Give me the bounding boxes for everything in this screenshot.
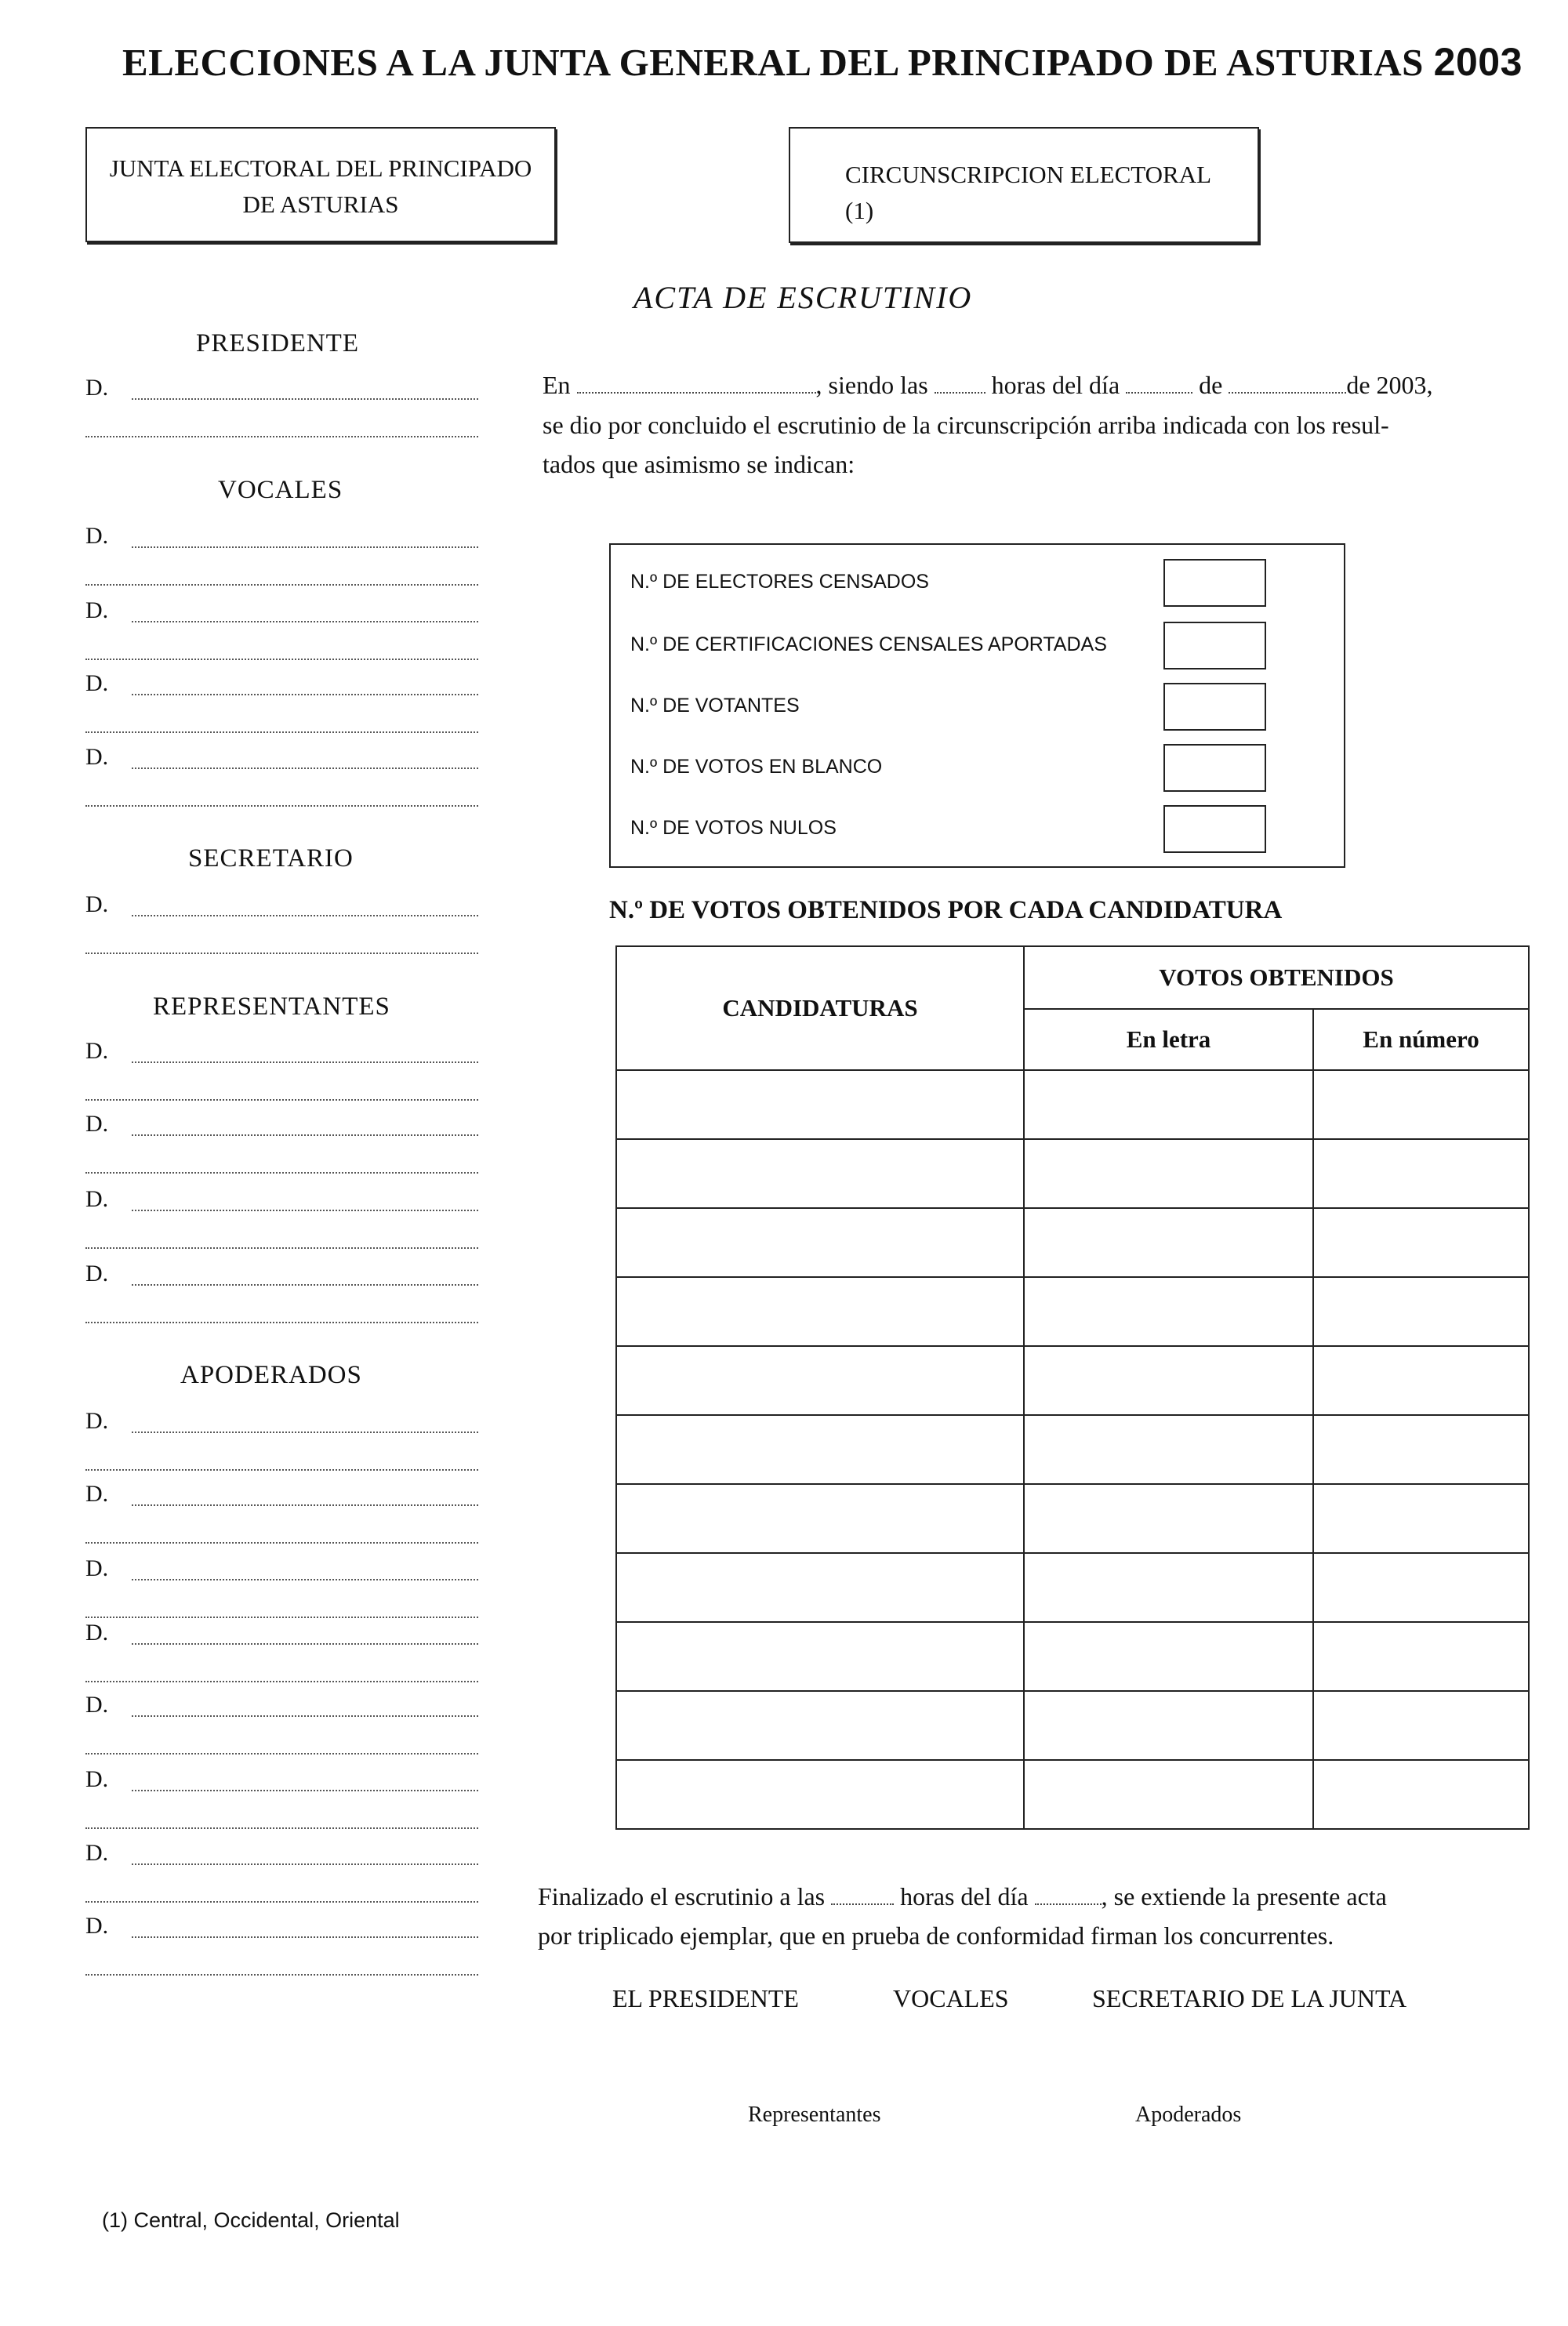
numero-cell[interactable] — [1313, 1070, 1529, 1139]
table-row — [616, 1208, 1529, 1277]
numero-cell[interactable] — [1313, 1553, 1529, 1622]
letra-cell[interactable] — [1024, 1277, 1313, 1346]
end-day-field[interactable] — [1035, 1903, 1102, 1905]
intro-line1 — [543, 371, 1433, 400]
label-apoderados: APODERADOS — [180, 1361, 362, 1389]
title-text: ELECCIONES A LA JUNTA GENERAL DEL PRINCIPADO DE ASTURIAS — [122, 41, 1424, 84]
apoderado-d-label: D. — [85, 1408, 109, 1434]
junta-electoral-box — [85, 127, 556, 242]
summary-label: N.º DE VOTOS NULOS — [630, 817, 837, 839]
apoderado-name-field[interactable] — [132, 1863, 478, 1865]
vocal-name-field-2[interactable] — [85, 659, 478, 660]
representante-name-field[interactable] — [132, 1061, 478, 1063]
title-year: 2003 — [1433, 40, 1523, 84]
signature-representantes: Representantes — [748, 2103, 881, 2127]
hour-field[interactable] — [935, 392, 985, 394]
intro-year: de 2003, — [1346, 371, 1433, 399]
representante-name-field-2[interactable] — [85, 1322, 478, 1323]
signature-vocales: VOCALES — [893, 1984, 1009, 2012]
table-row — [616, 1622, 1529, 1691]
secretario-d-label: D. — [85, 891, 109, 917]
apoderado-name-field-2[interactable] — [85, 1542, 478, 1544]
table-row — [616, 1553, 1529, 1622]
summary-input[interactable] — [1163, 683, 1266, 731]
signature-presidente: EL PRESIDENTE — [612, 1984, 799, 2012]
summary-input[interactable] — [1163, 805, 1266, 853]
apoderado-name-field-2[interactable] — [85, 1901, 478, 1903]
vocal-name-field-2[interactable] — [85, 584, 478, 586]
numero-cell[interactable] — [1313, 1415, 1529, 1484]
vocal-name-field[interactable] — [132, 546, 478, 548]
letra-cell[interactable] — [1024, 1484, 1313, 1553]
vocal-name-field[interactable] — [132, 621, 478, 622]
representante-name-field-2[interactable] — [85, 1172, 478, 1174]
apoderado-d-label: D. — [85, 1840, 109, 1866]
apoderado-d-label: D. — [85, 1620, 109, 1646]
numero-cell[interactable] — [1313, 1484, 1529, 1553]
label-representantes: REPRESENTANTES — [153, 992, 390, 1021]
letra-cell[interactable] — [1024, 1415, 1313, 1484]
candidatura-cell[interactable] — [616, 1553, 1024, 1622]
closing-line2: por triplicado ejemplar, que en prueba de conformidad firman los concurrentes. — [538, 1921, 1334, 1950]
closing-line1 — [538, 1882, 1387, 1911]
acta-title: ACTA DE ESCRUTINIO — [633, 280, 973, 315]
vocal-d-label: D. — [85, 670, 109, 696]
apoderado-name-field[interactable] — [132, 1790, 478, 1791]
label-presidente: PRESIDENTE — [196, 329, 359, 357]
apoderado-name-field[interactable] — [132, 1936, 478, 1938]
vocal-name-field-2[interactable] — [85, 805, 478, 807]
table-row — [616, 1691, 1529, 1760]
vocal-d-label: D. — [85, 523, 109, 549]
candidatura-cell[interactable] — [616, 1622, 1024, 1691]
letra-cell[interactable] — [1024, 1622, 1313, 1691]
apoderado-name-field[interactable] — [132, 1579, 478, 1580]
apoderado-d-label: D. — [85, 1766, 109, 1792]
presidente-name-field-2[interactable] — [85, 436, 478, 437]
summary-input[interactable] — [1163, 622, 1266, 669]
candidatura-cell[interactable] — [616, 1277, 1024, 1346]
table-row — [616, 1346, 1529, 1415]
numero-cell[interactable] — [1313, 1691, 1529, 1760]
apoderado-name-field-2[interactable] — [85, 1617, 478, 1618]
junta-line2: DE ASTURIAS — [242, 191, 399, 218]
summary-label: N.º DE CERTIFICACIONES CENSALES APORTADAS — [630, 633, 1107, 655]
candidatura-cell[interactable] — [616, 1139, 1024, 1208]
closing-b: horas del día — [900, 1882, 1029, 1911]
vocal-d-label: D. — [85, 597, 109, 623]
intro-horas: horas del día — [991, 371, 1120, 399]
letra-cell[interactable] — [1024, 1346, 1313, 1415]
letra-cell[interactable] — [1024, 1691, 1313, 1760]
apoderado-name-field[interactable] — [132, 1643, 478, 1645]
place-field[interactable] — [577, 392, 816, 394]
header-letra: En letra — [1024, 1009, 1313, 1070]
apoderado-d-label: D. — [85, 1555, 109, 1581]
representante-name-field[interactable] — [132, 1210, 478, 1211]
vocal-name-field-2[interactable] — [85, 731, 478, 733]
apoderado-name-field-2[interactable] — [85, 1469, 478, 1471]
vocal-name-field[interactable] — [132, 694, 478, 695]
signature-secretario: SECRETARIO DE LA JUNTA — [1092, 1984, 1407, 2012]
header-numero: En número — [1313, 1009, 1529, 1070]
presidente-d-label: D. — [85, 375, 109, 401]
page-title — [122, 39, 1523, 85]
intro-siendo: , siendo las — [815, 371, 928, 399]
apoderado-name-field-2[interactable] — [85, 1681, 478, 1682]
candidatura-cell[interactable] — [616, 1208, 1024, 1277]
table-row — [616, 1415, 1529, 1484]
summary-box — [609, 543, 1345, 868]
candidatura-cell[interactable] — [616, 1346, 1024, 1415]
apoderado-name-field[interactable] — [132, 1432, 478, 1433]
candidatura-cell[interactable] — [616, 1691, 1024, 1760]
apoderado-d-label: D. — [85, 1481, 109, 1507]
month-field[interactable] — [1229, 392, 1346, 394]
numero-cell[interactable] — [1313, 1346, 1529, 1415]
representante-name-field-2[interactable] — [85, 1247, 478, 1249]
numero-cell[interactable] — [1313, 1760, 1529, 1829]
secretario-name-field-2[interactable] — [85, 953, 478, 954]
summary-label: N.º DE VOTANTES — [630, 695, 800, 717]
votes-title: N.º DE VOTOS OBTENIDOS POR CADA CANDIDATURA — [609, 896, 1283, 924]
table-row — [616, 1277, 1529, 1346]
votes-table — [615, 945, 1530, 1830]
circ-line2: (1) — [845, 197, 874, 224]
representante-d-label: D. — [85, 1111, 109, 1137]
intro-en: En — [543, 371, 571, 399]
letra-cell[interactable] — [1024, 1760, 1313, 1829]
representante-d-label: D. — [85, 1038, 109, 1064]
day-field[interactable] — [1126, 392, 1192, 394]
label-secretario: SECRETARIO — [188, 844, 354, 873]
apoderado-d-label: D. — [85, 1913, 109, 1939]
apoderado-name-field-2[interactable] — [85, 1827, 478, 1829]
intro-line2: se dio por concluido el escrutinio de la circunscripción arriba indicada con los resul- — [543, 411, 1389, 439]
apoderado-name-field-2[interactable] — [85, 1974, 478, 1976]
vocal-d-label: D. — [85, 744, 109, 770]
circunscripcion-box — [789, 127, 1259, 243]
apoderado-d-label: D. — [85, 1692, 109, 1718]
letra-cell[interactable] — [1024, 1553, 1313, 1622]
end-hour-field[interactable] — [831, 1903, 894, 1905]
closing-c: , se extiende la presente acta — [1101, 1882, 1387, 1911]
presidente-name-field[interactable] — [132, 398, 478, 400]
table-row — [616, 1760, 1529, 1829]
table-row — [616, 1484, 1529, 1553]
signature-apoderados: Apoderados — [1135, 2103, 1242, 2127]
label-vocales: VOCALES — [218, 476, 343, 504]
representante-name-field[interactable] — [132, 1284, 478, 1286]
representante-d-label: D. — [85, 1186, 109, 1212]
header-candidaturas: CANDIDATURAS — [616, 946, 1024, 1070]
apoderado-name-field[interactable] — [132, 1504, 478, 1506]
representante-name-field-2[interactable] — [85, 1099, 478, 1101]
summary-label: N.º DE VOTOS EN BLANCO — [630, 756, 883, 778]
summary-input[interactable] — [1163, 744, 1266, 792]
circ-line1: CIRCUNSCRIPCION ELECTORAL — [845, 161, 1212, 188]
numero-cell[interactable] — [1313, 1622, 1529, 1691]
numero-cell[interactable] — [1313, 1139, 1529, 1208]
table-row — [616, 1139, 1529, 1208]
candidatura-cell[interactable] — [616, 1070, 1024, 1139]
intro-line3: tados que asimismo se indican: — [543, 450, 855, 478]
numero-cell[interactable] — [1313, 1208, 1529, 1277]
representante-name-field[interactable] — [132, 1134, 478, 1136]
intro-de: de — [1199, 371, 1223, 399]
vocal-name-field[interactable] — [132, 767, 478, 769]
candidatura-cell[interactable] — [616, 1760, 1024, 1829]
numero-cell[interactable] — [1313, 1277, 1529, 1346]
summary-input[interactable] — [1163, 559, 1266, 607]
footnote: (1) Central, Occidental, Oriental — [102, 2208, 400, 2232]
letra-cell[interactable] — [1024, 1139, 1313, 1208]
representante-d-label: D. — [85, 1261, 109, 1286]
apoderado-name-field-2[interactable] — [85, 1753, 478, 1754]
table-row — [616, 1070, 1529, 1139]
candidatura-cell[interactable] — [616, 1415, 1024, 1484]
junta-line1: JUNTA ELECTORAL DEL PRINCIPADO — [109, 154, 532, 182]
secretario-name-field[interactable] — [132, 915, 478, 916]
summary-label: N.º DE ELECTORES CENSADOS — [630, 571, 929, 593]
candidatura-cell[interactable] — [616, 1484, 1024, 1553]
letra-cell[interactable] — [1024, 1070, 1313, 1139]
apoderado-name-field[interactable] — [132, 1715, 478, 1717]
letra-cell[interactable] — [1024, 1208, 1313, 1277]
header-votos: VOTOS OBTENIDOS — [1024, 946, 1529, 1009]
closing-a: Finalizado el escrutinio a las — [538, 1882, 826, 1911]
